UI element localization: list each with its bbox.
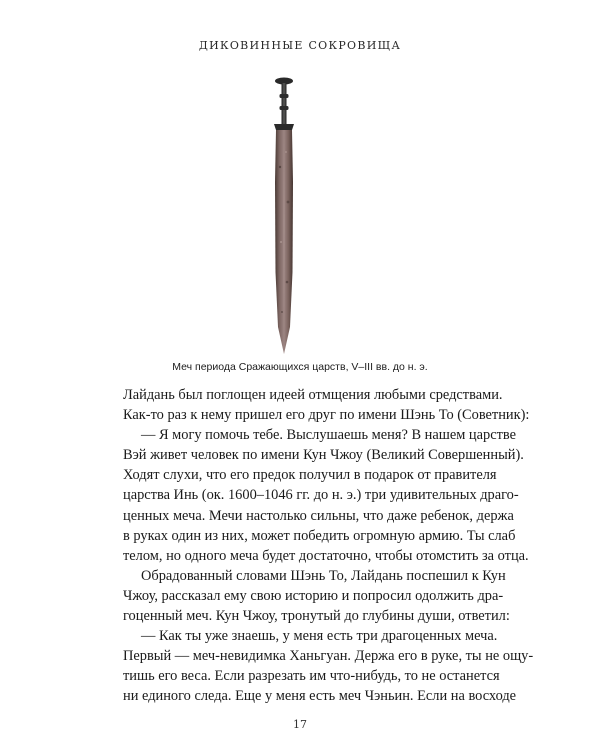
text-line: в руках один из них, может победить огромную армию. Ты слаб [123,527,516,544]
text-line: гоценный меч. Кун Чжоу, тронутый до глубины души, ответил: [123,608,510,625]
text-line: Лайдань был поглощен идеей отмщения любыми средствами. [123,387,503,403]
text-line: Ходят слухи, что его предок получил в подарок от правителя [123,467,497,484]
text-line: Вэй живет человек по имени Кун Чжоу (Великий Совершенный). [123,447,524,464]
body-text [123,385,534,707]
text-line: Чжоу, рассказал ему свою историю и попросил одолжить дра- [123,587,504,604]
text-line: царства Инь (ок. 1600–1046 гг. до н. э.) три удивительных драго- [123,487,519,504]
sword-figure [255,72,315,362]
sword-icon [255,72,315,362]
figure-caption: Меч периода Сражающихся царств, V–III вв. до н. э. [172,361,428,373]
text-line: телом, но одного меча будет достаточно, чтобы отомстить за отца. [123,547,529,564]
text-line: ни единого следа. Еще у меня есть меч Чэньин. Если на восходе [123,688,517,705]
text-line: — Как ты уже знаешь, у меня есть три драгоценных меча. [141,628,498,645]
text-line: Как-то раз к нему пришел его друг по имени Шэнь То (Советник): [123,407,530,424]
page-number: 17 [293,718,307,731]
text-line: тишь его веса. Если разрезать им что-нибудь, то не останется [123,668,500,685]
text-line: — Я могу помочь тебе. Выслушаешь меня? В нашем царстве [141,427,516,444]
running-head: ДИКОВИННЫЕ СОКРОВИЩА [198,39,402,52]
text-line: Обрадованный словами Шэнь То, Лайдань поспешил к Кун [141,567,506,584]
text-line: Первый — меч-невидимка Ханьгуан. Держа его в руке, ты не ощу- [123,648,534,665]
text-line: ценных меча. Мечи настолько сильны, что даже ребенок, держа [123,507,514,524]
